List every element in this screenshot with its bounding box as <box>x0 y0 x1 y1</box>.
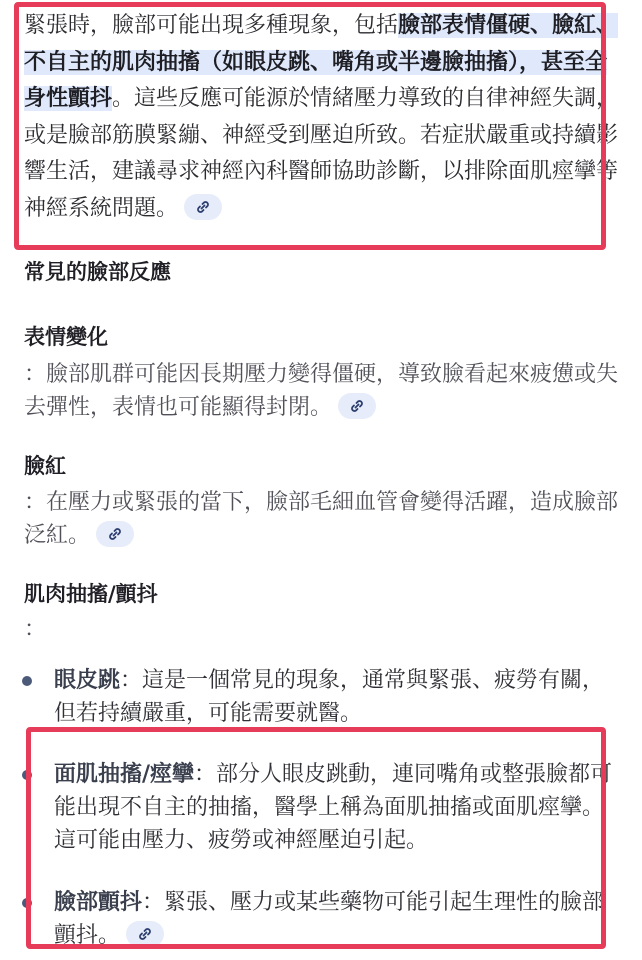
reaction-title-expression: 表情變化 <box>24 325 108 349</box>
reaction-text-blush <box>24 486 624 552</box>
bullet-text: ：部分人眼皮跳動，連同嘴角或整張臉都可能出現不自主的抽搐，醫學上稱為面肌抽搐或面肌痙攣。這可能由壓力、疲勞或神經壓迫引起。 <box>54 762 613 853</box>
link-icon <box>349 398 365 414</box>
bullet-term: 臉部顫抖 <box>54 890 143 915</box>
bullet-dot <box>22 676 32 686</box>
link-icon <box>137 926 153 942</box>
intro-highlight: 臉部表情僵硬、臉紅、不自主的肌肉抽搐（如眼皮跳、嘴角或半邊臉抽搐），甚至全身性顫抖 <box>24 13 619 111</box>
bullet-term: 眼皮跳 <box>54 668 121 693</box>
citation-link-button[interactable] <box>126 921 164 947</box>
reaction-title-blush: 臉紅 <box>24 454 66 478</box>
bullet-text: ：緊張、壓力或某些藥物可能引起生理性的臉部顫抖。 <box>54 890 605 948</box>
bullet-item-spasm <box>54 758 619 857</box>
citation-link-button[interactable] <box>184 194 222 220</box>
reaction-text: ：臉部肌群可能因長期壓力變得僵硬，導致臉看起來疲憊或失去彈性，表情也可能顯得封閉。 <box>24 362 619 420</box>
intro-rest: 。這些反應可能源於情緒壓力導致的自律神經失調，或是臉部筋膜緊繃、神經受到壓迫所致。若症狀嚴重或持續影響生活，建議尋求神經內科醫師協助診斷，以排除面肌痙攣等神經系統問題。 <box>24 86 619 221</box>
bullet-dot <box>22 770 32 780</box>
citation-link-button[interactable] <box>96 521 134 547</box>
citation-link-button[interactable] <box>338 393 376 419</box>
link-icon <box>107 526 123 542</box>
bullet-item-tremor <box>54 886 619 952</box>
reaction-text-expression <box>24 358 624 424</box>
bullet-item-eyelid <box>54 664 619 730</box>
bullet-term: 面肌抽搐/痙攣 <box>54 762 195 787</box>
link-icon <box>195 199 211 215</box>
intro-paragraph <box>24 8 624 227</box>
bullet-text: ：這是一個常見的現象，通常與緊張、疲勞有關，但若持續嚴重，可能需要就醫。 <box>54 668 605 726</box>
reaction-title-twitch: 肌肉抽搐/顫抖 <box>24 582 158 606</box>
reaction-text: ：在壓力或緊張的當下，臉部毛細血管會變得活躍，造成臉部泛紅。 <box>24 490 619 548</box>
intro-lead: 緊張時，臉部可能出現多種現象，包括 <box>24 13 399 38</box>
section-title: 常見的臉部反應 <box>24 260 171 284</box>
bullet-dot <box>22 898 32 908</box>
reaction-text-twitch: ： <box>24 617 47 642</box>
